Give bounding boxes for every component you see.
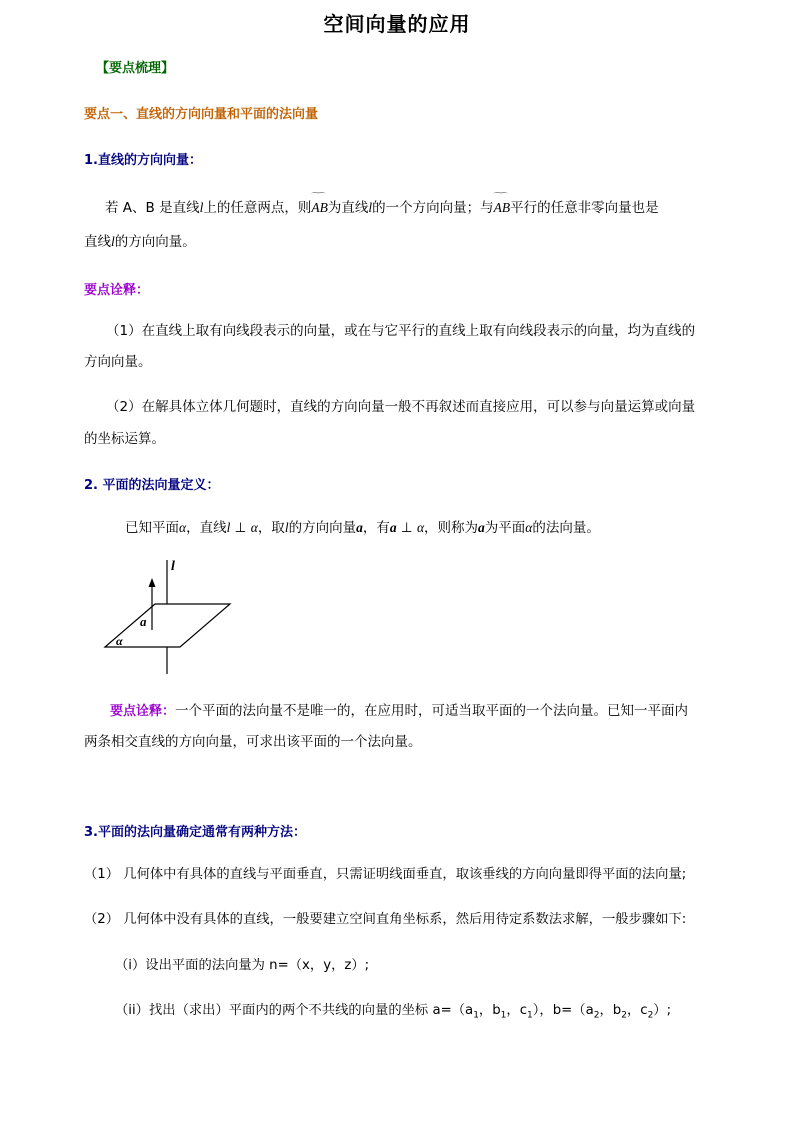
text-segment: 为平面 — [484, 520, 526, 536]
label-a: a — [140, 614, 147, 629]
label-alpha: α — [116, 634, 123, 648]
var-l: l — [284, 520, 289, 535]
var-l: l — [199, 200, 204, 215]
note1-label: 要点诠释： — [84, 283, 150, 298]
text-segment: ）; — [653, 1003, 672, 1018]
var-alpha: α — [179, 520, 187, 535]
method-2: （2） 几何体中没有具体的直线，一般要建立空间直角坐标系，然后用待定系数法求解，一般步骤如下: — [84, 912, 687, 927]
text-segment: 的法向量。 — [532, 520, 600, 536]
normal-vector-diagram — [96, 552, 246, 682]
point1-heading: 要点一、直线的方向向量和平面的法向量 — [84, 107, 319, 122]
vector-a: a — [478, 520, 485, 535]
text-segment: （ii）找出（求出）平面内的两个不共线的向量的坐标 a=（a — [115, 1003, 474, 1018]
sub2-heading: 2. 平面的法向量定义： — [84, 478, 220, 493]
text-segment: 的一个方向向量；与 — [372, 200, 494, 216]
text-segment: ，c — [506, 1003, 528, 1018]
note1-p2-line1: （2）在解具体立体几何题时，直线的方向向量一般不再叙述而直接应用，可以参与向量运算或向量 — [106, 399, 696, 415]
subscript: 1 — [473, 1010, 479, 1021]
note1-p1-line1: （1）在直线上取有向线段表示的向量，或在与它平行的直线上取有向线段表示的向量，均为直线的 — [106, 323, 696, 339]
text-segment: ，c — [626, 1003, 648, 1018]
plane-alpha — [105, 604, 230, 647]
perp-symbol: ⊥ — [234, 520, 247, 536]
note2-line1 — [110, 696, 688, 727]
text-segment: ，则称为 — [424, 520, 479, 536]
text-segment: 上的任意两点，则 — [203, 200, 312, 216]
text-segment: 平行的任意非零向量也是 — [510, 200, 659, 216]
sub1-line1 — [105, 192, 659, 224]
text-segment: ），b=（a — [532, 1003, 594, 1018]
note2-line2: 两条相交直线的方向向量，可求出该平面的一个法向量。 — [84, 734, 422, 750]
text-segment: ，有 — [362, 520, 390, 536]
var-alpha: α — [250, 520, 258, 535]
text-segment: ，取 — [257, 520, 285, 536]
subscript: 2 — [593, 1010, 600, 1021]
text-segment: 的方向向量 — [288, 520, 357, 536]
text-segment: ，b — [599, 1003, 622, 1018]
var-l: l — [111, 234, 115, 249]
text-segment: 为直线 — [327, 200, 369, 216]
note2-label: 要点诠释： — [110, 704, 176, 719]
note1-p2-line2: 的坐标运算。 — [84, 431, 165, 447]
subscript: 1 — [500, 1010, 507, 1021]
text-segment: 一个平面的法向量不是唯一的，在应用时，可适当取平面的一个法向量。已知一平面内 — [175, 703, 689, 719]
text-segment: ，b — [478, 1003, 501, 1018]
vector-ab: ⌒⌒ AB — [311, 192, 328, 223]
page-title: 空间向量的应用 — [323, 12, 471, 36]
text-segment: ，直线 — [186, 520, 227, 536]
vector-a: a — [356, 520, 363, 535]
text-segment: 若 A、B 是直线 — [105, 200, 200, 216]
subscript: 2 — [647, 1010, 654, 1021]
vector-ab: ⌒⌒ AB — [494, 192, 511, 223]
text-segment: 已知平面 — [125, 520, 179, 536]
subscript: 1 — [527, 1010, 533, 1021]
var-alpha: α — [525, 520, 533, 535]
arrow-head — [149, 578, 156, 587]
var-l: l — [226, 520, 231, 535]
step-1: （i）设出平面的法向量为 n=（x，y，z）; — [115, 958, 370, 973]
var-l: l — [368, 200, 373, 215]
sub1-line2 — [84, 226, 196, 258]
vector-a: a — [389, 520, 397, 535]
step-2 — [115, 995, 671, 1032]
perp-symbol: ⊥ — [400, 520, 413, 536]
method-1: （1） 几何体中有具体的直线与平面垂直，只需证明线面垂直，取该垂线的方向向量即得平面的法向量; — [84, 867, 687, 882]
sub3-heading: 3.平面的法向量确定通常有两种方法： — [84, 825, 306, 840]
section-tag: 【要点梳理】 — [96, 61, 175, 76]
note1-p1-line2: 方向向量。 — [84, 354, 152, 370]
text-segment: 直线 — [84, 234, 111, 250]
text-segment: 的方向向量。 — [114, 234, 196, 250]
sub1-heading: 1.直线的方向向量： — [84, 153, 202, 168]
sub2-definition — [125, 512, 600, 544]
var-alpha: α — [416, 520, 425, 535]
subscript: 2 — [621, 1010, 627, 1021]
label-l: l — [171, 559, 175, 574]
